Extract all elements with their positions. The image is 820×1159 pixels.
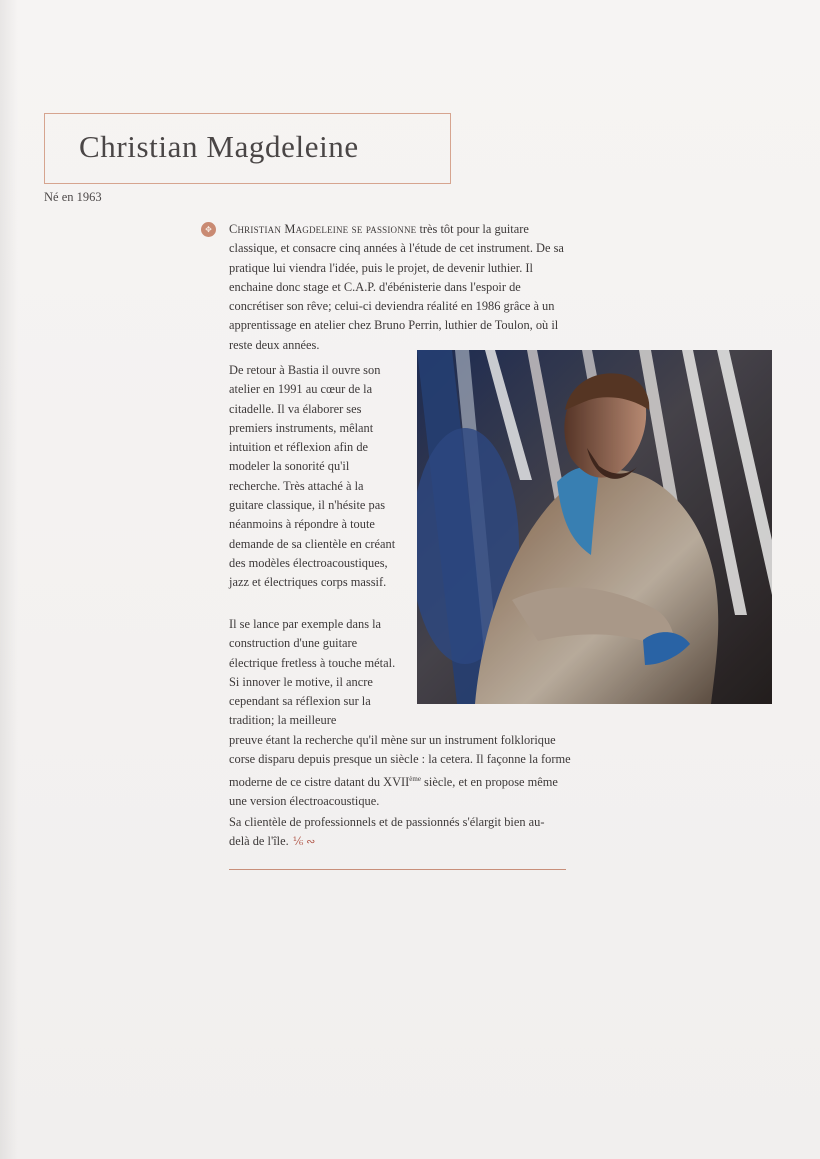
portrait-photo: [417, 350, 772, 704]
cetera-text-a: preuve étant la recherche qu'il mène sur un instrument folklorique corse disparu depuis presque un siècle : la cetera. Il façonne la forme moderne de ce cistre datant du XVII: [229, 733, 571, 789]
page-title: Christian Magdeleine: [79, 129, 359, 164]
intro-smallcaps: Christian Magdeleine se passionne: [229, 222, 417, 236]
cetera-text-b: siècle, et en propose même une version électroacoustique.: [229, 774, 558, 809]
end-ornament-icon: ⅙ ∾: [292, 836, 316, 849]
intro-rest: très tôt pour la guitare classique, et consacre cinq années à l'étude de cet instrument. De sa pratique lui viendra l'idée, puis le projet, de devenir luthier. Il enchaine donc stage et C.A.P. d'ébénisterie dans l'espoir de concrétiser son rêve; celui-ci deviendra réalité en 1986 grâce à un apprentissage en atelier chez Bruno Perrin, luthier de Toulon, où il reste deux années.: [229, 222, 564, 352]
title-frame: [44, 113, 451, 184]
paragraph-intro: [229, 220, 567, 355]
birth-note: Né en 1963: [44, 190, 102, 204]
ornament-icon: ✥: [201, 222, 216, 237]
portrait-illustration: [417, 350, 772, 704]
paragraph-fretless-top: Il se lance par exemple dans la construction d'une guitare électrique fretless à touche métal. Si innover le motive, il ancre cependant sa réflexion sur la tradition; la meilleure: [229, 617, 396, 728]
century-superscript: ème: [409, 774, 421, 783]
paragraph-fretless-bottom: [229, 731, 574, 811]
clientele-text: Sa clientèle de professionnels et de passionnés s'élargit bien au-delà de l'île.: [229, 815, 545, 849]
paragraph-clientele: [229, 813, 559, 853]
section-divider: [229, 869, 566, 870]
paragraph-bastia: De retour à Bastia il ouvre son atelier en 1991 au cœur de la citadelle. Il va élaborer ses premiers instruments, mêlant intuition et réflexion afin de modeler la sonorité qu'il recherche. Très attaché à la guitare classique, il n'hésite pas néanmoins à répondre à toute demande de sa clientèle en créant des modèles électroacoustiques, jazz et électriques corps massif.: [229, 363, 396, 590]
